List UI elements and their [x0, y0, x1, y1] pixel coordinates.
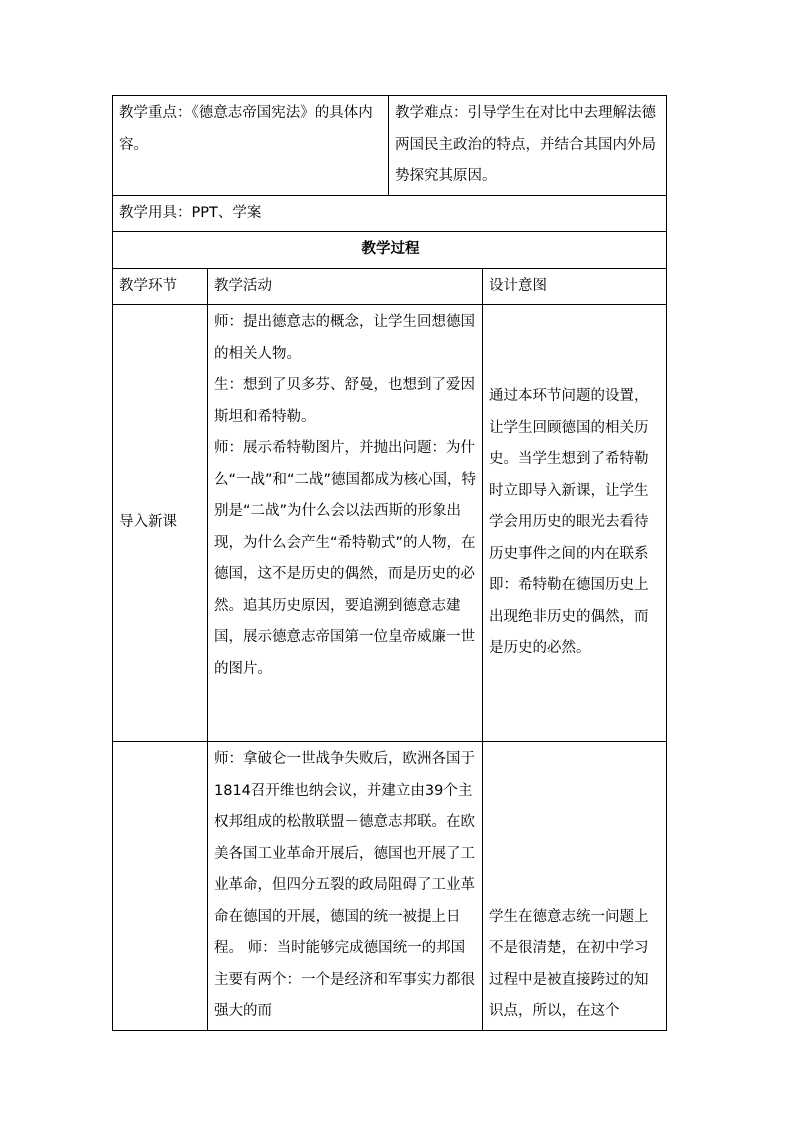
- teaching-focus-cell: [113, 96, 389, 196]
- process-title-row: [113, 232, 667, 269]
- column-header-activity-label: 教学活动: [214, 277, 272, 294]
- lesson-plan-table: [112, 95, 667, 1031]
- teaching-tools-text: 教学用具：PPT、学案: [119, 204, 262, 221]
- activity-paragraph: 师：展示希特勒图片，并抛出问题：为什: [214, 440, 475, 456]
- activity-paragraph: 么“一战”和“二战”德国都成为核心国，特别是“二战”为什么会以法西斯的形象出现，为什么会产生“希特勒式”的人物，在德国，这不是历史的偶然，而是历史的必然。追其历史原因，要追溯到德意志建国，展示德意志帝国第一位皇帝威廉一世的图片。: [214, 471, 477, 677]
- activity-paragraph: 师：拿破仑一世战争失败后，欧洲各国于1814召开维也纳会议，并建立由39个主权邦组成的松散联盟－德意志邦联。在欧美各国工业革命开展后，德国也开展了工业革命，但四分五裂的政局阻碍了工业革命在德国的开展，德国的统一被提上日程。 师：当时能够完成德国统一的邦国主要有两个：一个是经济和军事实力都很强大的而: [214, 751, 475, 1019]
- teaching-difficulty-cell: [389, 96, 667, 196]
- table-row: [113, 742, 667, 1031]
- teaching-tools-row: [113, 195, 667, 232]
- teaching-difficulty-text: 教学难点：引导学生在对比中去理解法德两国民主政治的特点，并结合其国内外局势探究其原因。: [395, 105, 656, 184]
- column-header-design-label: 设计意图: [489, 277, 547, 294]
- process-title-cell: [113, 232, 667, 269]
- design-text: 学生在德意志统一问题上不是很清楚，在初中学习过程中是被直接跨过的知识点，所以，在这个: [489, 908, 649, 1019]
- column-header-activity: [208, 268, 483, 305]
- design-cell: [483, 742, 667, 1031]
- process-title: 教学过程: [361, 241, 420, 257]
- column-header-stage: [113, 268, 208, 305]
- focus-difficulty-row: [113, 96, 667, 196]
- teaching-focus-text: 教学重点：《德意志帝国宪法》的具体内容。: [119, 105, 373, 153]
- stage-cell: [113, 742, 208, 1031]
- stage-label: 导入新课: [119, 514, 177, 531]
- column-header-stage-label: 教学环节: [119, 277, 177, 294]
- column-header-row: [113, 268, 667, 305]
- design-cell: [483, 305, 667, 742]
- activity-paragraph: 生：想到了贝多芬、舒曼，也想到了爱因斯坦和希特勒。: [214, 377, 475, 425]
- design-text: 通过本环节问题的设置，让学生回顾德国的相关历史。当学生想到了希特勒时立即导入新课，让学生学会用历史的眼光去看待历史事件之间的内在联系即：希特勒在德国历史上出现绝非历史的偶然，而是历史的必然。: [489, 388, 649, 657]
- activity-paragraph: 师：提出德意志的概念，让学生回想德国的相关人物。: [214, 314, 475, 362]
- column-header-design: [483, 268, 667, 305]
- activity-cell: [208, 305, 483, 742]
- activity-cell: [208, 742, 483, 1031]
- table-row: [113, 305, 667, 742]
- stage-cell: [113, 305, 208, 742]
- teaching-tools-cell: [113, 195, 667, 232]
